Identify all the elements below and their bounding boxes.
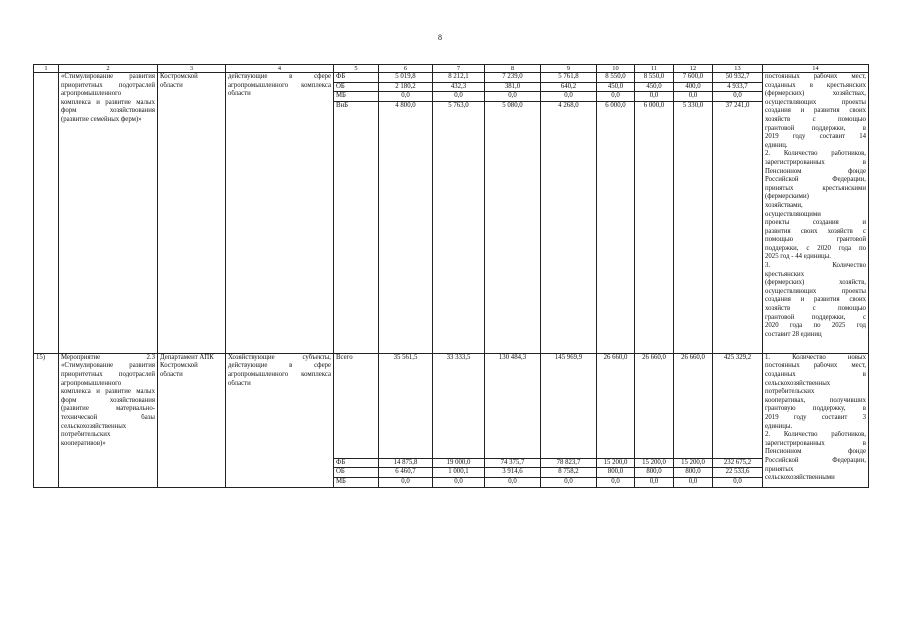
- funding-value-cell: 6 000,0: [635, 101, 674, 353]
- program-table: [33, 64, 869, 488]
- column-header-8: 8: [485, 65, 541, 73]
- funding-value-cell: 3 914,6: [485, 468, 541, 478]
- column-header-14: 14: [763, 65, 869, 73]
- column-header-4: 4: [226, 65, 334, 73]
- funding-value-cell: 130 484,3: [485, 353, 541, 458]
- measure-name-line: сельскохозяйственных: [61, 422, 127, 430]
- funding-value-cell: 1 000,1: [433, 468, 485, 478]
- measure-name-line: потребительских: [61, 431, 111, 439]
- participants-line: агропромышленного комплекса: [228, 370, 331, 378]
- column-header-6: 6: [379, 65, 433, 73]
- indicator-line: развития своих хозяйств с: [765, 227, 866, 235]
- indicator-line: Российской Федерации,: [765, 456, 866, 464]
- funding-source-cell: ОБ: [334, 468, 379, 478]
- funding-value-cell: 33 333,5: [433, 353, 485, 458]
- indicator-line: (фермерских) хозяйств,: [765, 279, 866, 287]
- funding-value-cell: 8 212,1: [433, 73, 485, 83]
- program-table-body: [34, 65, 869, 488]
- indicator-line: (фермерских) хозяйствах,: [765, 90, 866, 98]
- indicator-line: (фермерскими): [765, 193, 809, 201]
- funding-total-cell: 4 933,7: [713, 82, 763, 92]
- column-header-11: 11: [635, 65, 674, 73]
- measure-name-line: кооперативов)»: [61, 439, 106, 447]
- executor-line: Костромской: [160, 362, 198, 370]
- funding-value-cell: 8 758,2: [541, 468, 597, 478]
- executor-line: области: [160, 81, 183, 89]
- funding-total-cell: 0,0: [713, 477, 763, 487]
- funding-source-cell: ФБ: [334, 458, 379, 468]
- funding-value-cell: 0,0: [541, 477, 597, 487]
- funding-value-cell: 5 330,0: [674, 101, 713, 353]
- funding-value-cell: 0,0: [597, 477, 635, 487]
- funding-value-cell: 6 000,0: [597, 101, 635, 353]
- indicator-line: 2020 года по 2025 год: [765, 322, 866, 330]
- participants-line: действующие в сфере: [228, 362, 331, 370]
- column-header-13: 13: [713, 65, 763, 73]
- funding-value-cell: 0,0: [433, 92, 485, 102]
- funding-value-cell: 78 823,7: [541, 458, 597, 468]
- funding-total-cell: 50 932,7: [713, 73, 763, 83]
- indicator-line: создания и развития своих: [765, 107, 866, 115]
- row-number-cell: [34, 73, 59, 354]
- measure-name-line: агропромышленного: [61, 379, 122, 387]
- column-header-9: 9: [541, 65, 597, 73]
- indicator-line: единицы.: [765, 422, 793, 430]
- measure-name-line: форм хозяйствования: [61, 107, 155, 115]
- funding-source-cell: МБ: [334, 92, 379, 102]
- measure-name-line: приоритетных подотраслей: [61, 370, 155, 378]
- funding-value-cell: 5 761,8: [541, 73, 597, 83]
- indicator-line: Российской Федерации,: [765, 176, 866, 184]
- indicator-line: кооперативах, получивших: [765, 396, 866, 404]
- funding-value-cell: 5 080,0: [485, 101, 541, 353]
- indicator-line: создания и развития своих: [765, 296, 866, 304]
- measure-name-line: технической базы: [61, 413, 155, 421]
- indicator-line: 2025 год - 44 единицы.: [765, 253, 831, 261]
- indicator-line: потребительских: [765, 388, 815, 396]
- column-header-10: 10: [597, 65, 635, 73]
- measure-name-line: «Стимулирование развития: [61, 362, 155, 370]
- funding-value-cell: 640,2: [541, 82, 597, 92]
- measure-name-line: (развитие материально-: [61, 405, 155, 413]
- indicator-line: грантовой поддержки, в: [765, 124, 866, 132]
- funding-value-cell: 4 800,0: [379, 101, 433, 353]
- indicator-line: 2. Количество работников,: [765, 150, 866, 158]
- funding-value-cell: 5 019,8: [379, 73, 433, 83]
- funding-value-cell: 35 561,5: [379, 353, 433, 458]
- funding-total-cell: 0,0: [713, 92, 763, 102]
- indicator-line: грантовой поддержки, с: [765, 313, 866, 321]
- participants-line: области: [228, 90, 251, 98]
- funding-value-cell: 14 875,8: [379, 458, 433, 468]
- indicator-line: 2. Количество работников,: [765, 431, 866, 439]
- funding-value-cell: 800,0: [597, 468, 635, 478]
- executor-cell: [158, 73, 226, 354]
- column-header-2: 2: [59, 65, 158, 73]
- indicator-line: Пенсионном фонде: [765, 448, 866, 456]
- indicator-line: 1. Количество новых: [765, 353, 866, 361]
- indicator-line: созданных в: [765, 370, 866, 378]
- funding-value-cell: 2 180,2: [379, 82, 433, 92]
- participants-line: агропромышленного комплекса: [228, 81, 331, 89]
- funding-value-cell: 0,0: [485, 92, 541, 102]
- funding-value-cell: 26 660,0: [674, 353, 713, 458]
- funding-value-cell: 0,0: [635, 477, 674, 487]
- funding-value-cell: 450,0: [635, 82, 674, 92]
- indicator-line: проекты создания и: [765, 219, 866, 227]
- funding-source-cell: Всего: [334, 353, 379, 458]
- funding-value-cell: 15 200,0: [635, 458, 674, 468]
- table-row: [34, 353, 869, 458]
- participants-line: Хозяйствующие субъекты,: [228, 353, 331, 361]
- measure-name-cell: [59, 73, 158, 354]
- funding-value-cell: 26 660,0: [635, 353, 674, 458]
- column-header-7: 7: [433, 65, 485, 73]
- funding-value-cell: 0,0: [597, 92, 635, 102]
- measure-name-cell: [59, 353, 158, 487]
- indicators-cell: [763, 73, 869, 354]
- column-header-row: [34, 65, 869, 73]
- indicator-line: хозяйств с помощью: [765, 115, 866, 123]
- indicator-line: 2019 году составит 14: [765, 133, 866, 141]
- indicator-line: принятых: [765, 465, 794, 473]
- funding-value-cell: 0,0: [485, 477, 541, 487]
- executor-cell: [158, 353, 226, 487]
- funding-value-cell: 0,0: [541, 92, 597, 102]
- column-header-5: 5: [334, 65, 379, 73]
- funding-value-cell: 6 460,7: [379, 468, 433, 478]
- funding-value-cell: 26 660,0: [597, 353, 635, 458]
- funding-total-cell: 425 329,2: [713, 353, 763, 458]
- funding-total-cell: 232 675,2: [713, 458, 763, 468]
- funding-total-cell: 22 533,6: [713, 468, 763, 478]
- funding-value-cell: 800,0: [674, 468, 713, 478]
- indicator-line: сельскохозяйственных: [765, 379, 831, 387]
- indicator-line: помощью грантовой: [765, 236, 866, 244]
- funding-source-cell: ФБ: [334, 73, 379, 83]
- indicator-line: крестьянских: [765, 270, 805, 278]
- funding-value-cell: 8 550,0: [597, 73, 635, 83]
- indicator-line: грантовую поддержку, в: [765, 405, 866, 413]
- indicator-line: хозяйствами,: [765, 201, 803, 209]
- indicator-line: осуществляющих проекты: [765, 287, 866, 295]
- measure-name-line: комплекса и развитие малых: [61, 388, 155, 396]
- executor-line: Департамент АПК: [160, 353, 214, 361]
- indicator-line: составит 28 единиц: [765, 330, 822, 338]
- participants-cell: [226, 353, 334, 487]
- indicator-line: осуществляющими: [765, 210, 821, 218]
- funding-source-cell: ОБ: [334, 82, 379, 92]
- executor-line: области: [160, 370, 183, 378]
- indicator-line: поддержки, с 2020 года по: [765, 244, 866, 252]
- executor-line: Костромской: [160, 73, 198, 80]
- funding-value-cell: 0,0: [379, 92, 433, 102]
- indicator-line: принятых крестьянскими: [765, 184, 866, 192]
- funding-value-cell: 0,0: [674, 477, 713, 487]
- indicator-line: хозяйств с помощью: [765, 305, 866, 313]
- indicator-line: единиц.: [765, 141, 788, 149]
- funding-value-cell: 7 239,0: [485, 73, 541, 83]
- indicator-line: зарегистрированных в: [765, 439, 866, 447]
- measure-name-line: комплекса и развитие малых: [61, 98, 155, 106]
- indicator-line: созданных в крестьянских: [765, 81, 866, 89]
- funding-value-cell: 432,3: [433, 82, 485, 92]
- funding-value-cell: 74 375,7: [485, 458, 541, 468]
- funding-value-cell: 0,0: [635, 92, 674, 102]
- funding-value-cell: 8 550,0: [635, 73, 674, 83]
- indicator-line: 2019 году составит 3: [765, 413, 866, 421]
- indicators-cell: [763, 353, 869, 487]
- indicator-line: осуществляющих проекты: [765, 98, 866, 106]
- funding-source-cell: МБ: [334, 477, 379, 487]
- funding-source-cell: ВнБ: [334, 101, 379, 353]
- participants-cell: [226, 73, 334, 354]
- indicator-line: сельскохозяйственными: [765, 474, 835, 482]
- funding-value-cell: 4 268,0: [541, 101, 597, 353]
- funding-value-cell: 145 969,9: [541, 353, 597, 458]
- column-header-1: 1: [34, 65, 59, 73]
- page-number: 8: [438, 33, 442, 42]
- funding-value-cell: 19 000,0: [433, 458, 485, 468]
- funding-total-cell: 37 241,0: [713, 101, 763, 353]
- indicator-line: постоянных рабочих мест,: [765, 362, 866, 370]
- measure-name-line: приоритетных подотраслей: [61, 81, 155, 89]
- measure-name-line: (развитие семейных ферм)»: [61, 115, 142, 123]
- funding-value-cell: 0,0: [674, 92, 713, 102]
- indicator-line: зарегистрированных в: [765, 158, 866, 166]
- column-header-12: 12: [674, 65, 713, 73]
- indicator-line: постоянных рабочих мест,: [765, 73, 866, 80]
- funding-value-cell: 7 600,0: [674, 73, 713, 83]
- indicator-line: 3. Количество: [765, 262, 866, 270]
- funding-value-cell: 0,0: [379, 477, 433, 487]
- funding-value-cell: 15 200,0: [674, 458, 713, 468]
- measure-name-line: «Стимулирование развития: [61, 73, 155, 80]
- participants-line: действующие в сфере: [228, 73, 331, 80]
- funding-value-cell: 0,0: [433, 477, 485, 487]
- funding-value-cell: 15 200,0: [597, 458, 635, 468]
- column-header-3: 3: [158, 65, 226, 73]
- funding-value-cell: 381,0: [485, 82, 541, 92]
- funding-value-cell: 400,0: [674, 82, 713, 92]
- table-row: [34, 73, 869, 83]
- row-number-cell: 15): [34, 353, 59, 487]
- funding-value-cell: 450,0: [597, 82, 635, 92]
- measure-name-line: Мероприятие 2.3: [61, 353, 155, 361]
- indicator-line: Пенсионном фонде: [765, 167, 866, 175]
- funding-value-cell: 5 763,0: [433, 101, 485, 353]
- participants-line: области: [228, 379, 251, 387]
- measure-name-line: агропромышленного: [61, 90, 122, 98]
- funding-value-cell: 800,0: [635, 468, 674, 478]
- measure-name-line: форм хозяйствования: [61, 396, 155, 404]
